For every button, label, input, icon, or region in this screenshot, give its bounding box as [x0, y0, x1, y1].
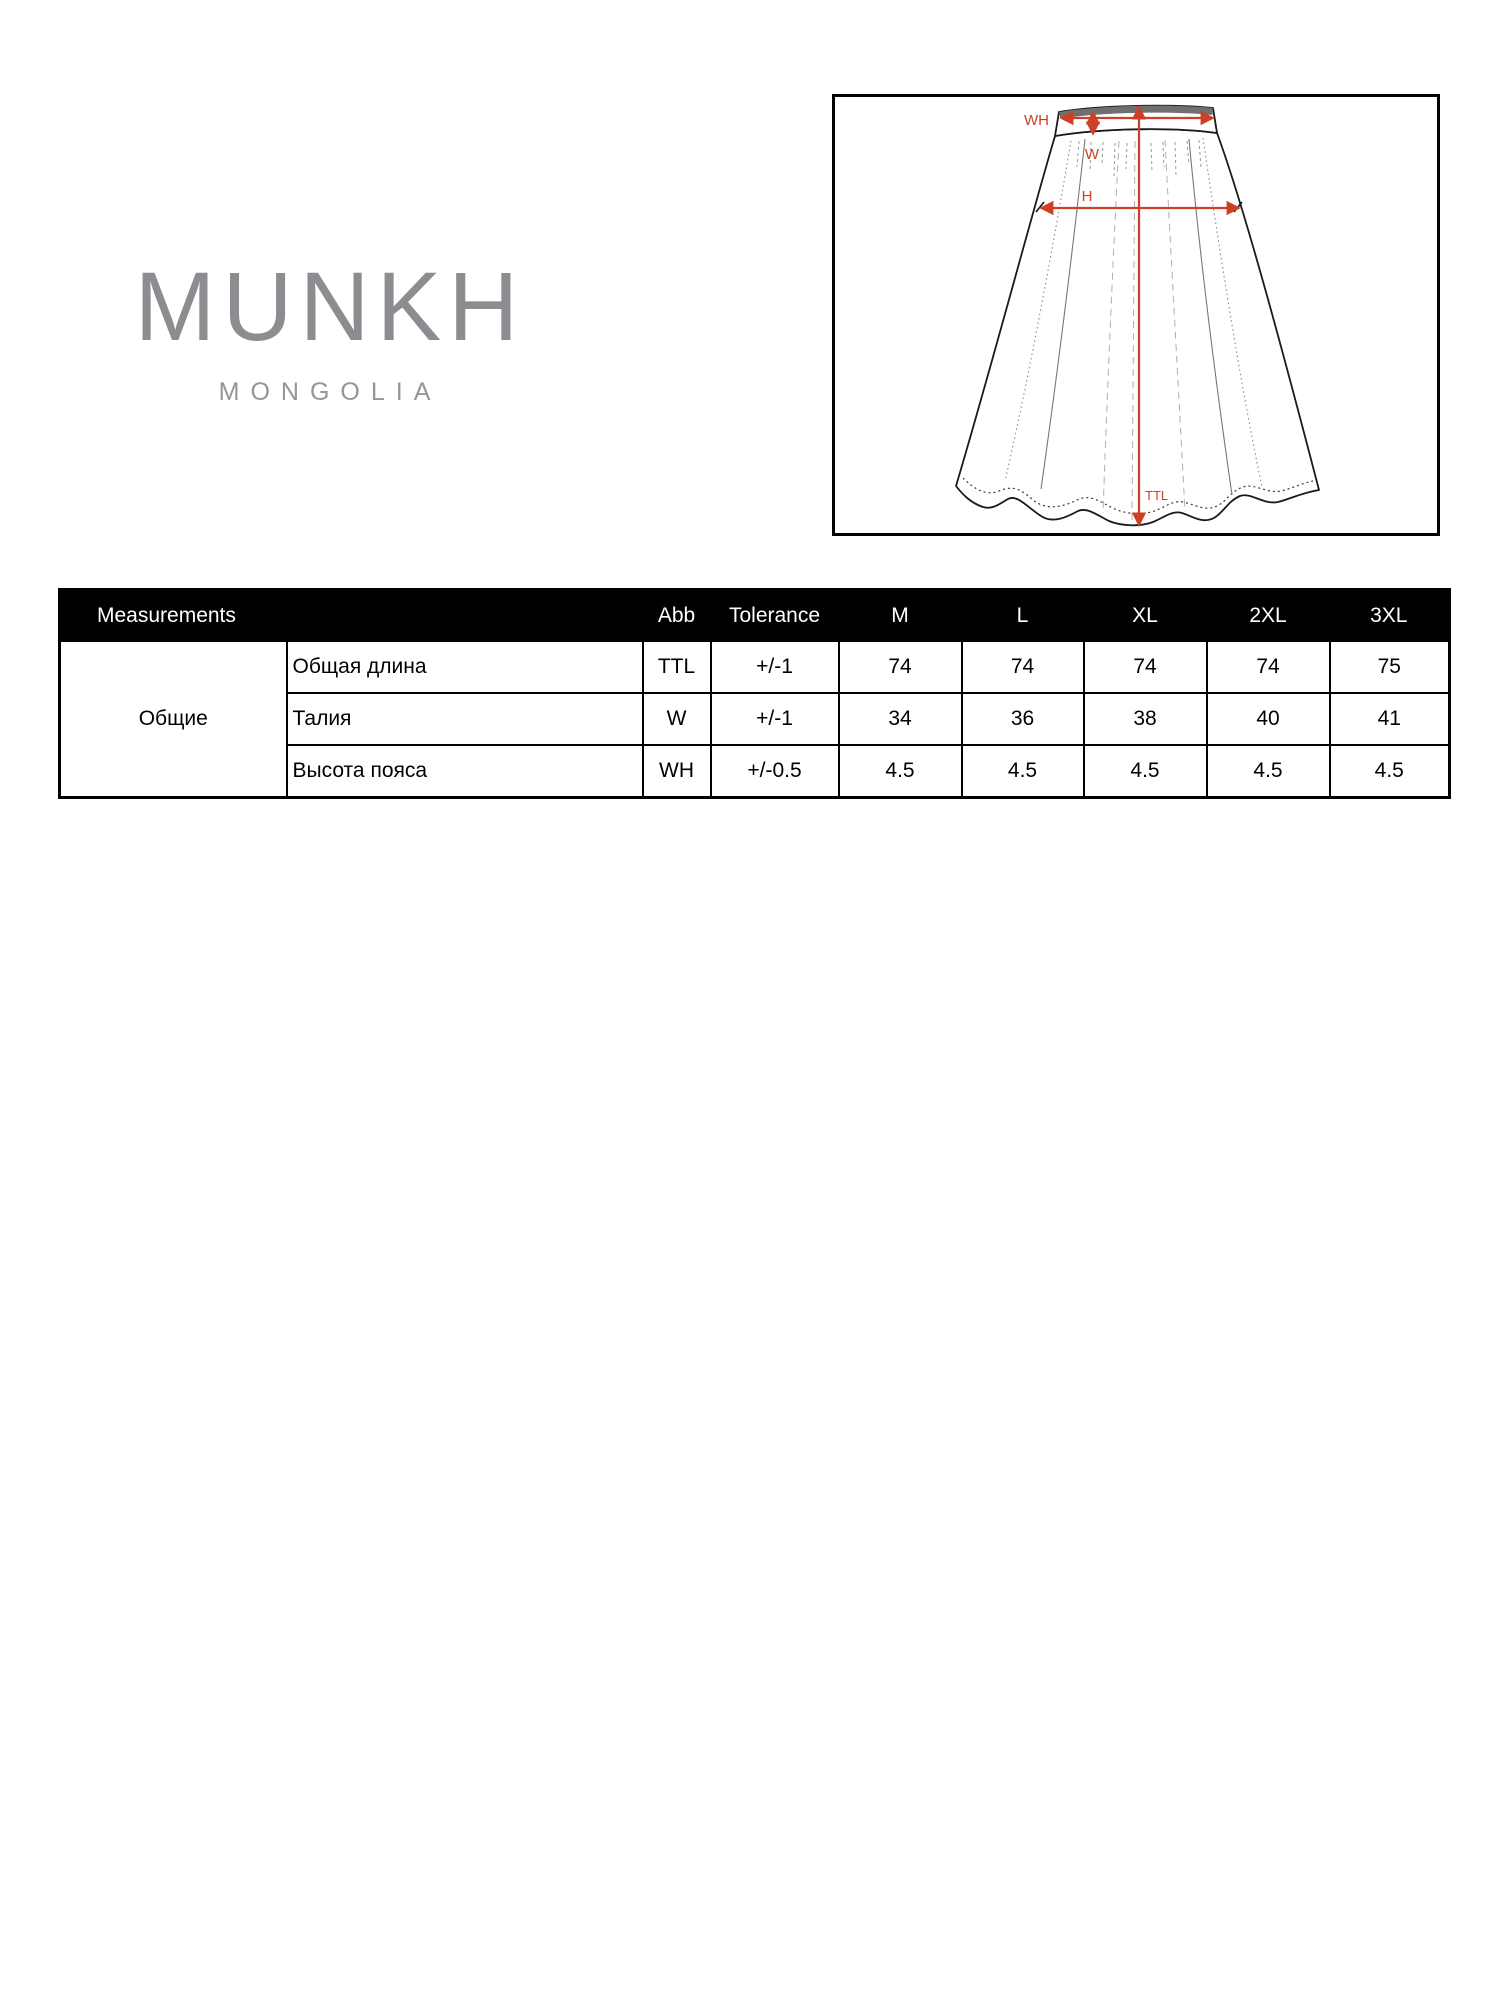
skirt-technical-drawing: [835, 97, 1437, 533]
col-header-size-xl: XL: [1084, 590, 1207, 642]
group-cell: Общие: [60, 641, 287, 798]
abb-cell: WH: [643, 745, 711, 798]
value-cell: 75: [1330, 641, 1450, 693]
value-cell: 74: [839, 641, 962, 693]
tolerance-cell: +/-0.5: [711, 745, 839, 798]
col-header-size-l: L: [962, 590, 1084, 642]
col-header-abb: Abb: [643, 590, 711, 642]
col-header-size-m: M: [839, 590, 962, 642]
value-cell: 4.5: [1084, 745, 1207, 798]
garment-diagram-box: [832, 94, 1440, 536]
wh-measure-label: WH: [1024, 112, 1049, 129]
table-header-row: [60, 590, 1450, 642]
col-header-measurements: Measurements: [60, 590, 643, 642]
skirt-body-outline: [956, 129, 1319, 525]
value-cell: 74: [962, 641, 1084, 693]
w-measure-label: W: [1084, 146, 1100, 163]
abb-cell: TTL: [643, 641, 711, 693]
brand-country: MONGOLIA: [218, 378, 442, 406]
measurements-table: [58, 588, 1451, 799]
value-cell: 74: [1207, 641, 1330, 693]
measure-name-cell: Общая длина: [287, 641, 643, 693]
value-cell: 4.5: [1330, 745, 1450, 798]
col-header-size-3xl: 3XL: [1330, 590, 1450, 642]
value-cell: 74: [1084, 641, 1207, 693]
value-cell: 36: [962, 693, 1084, 745]
abb-cell: W: [643, 693, 711, 745]
value-cell: 34: [839, 693, 962, 745]
value-cell: 41: [1330, 693, 1450, 745]
value-cell: 38: [1084, 693, 1207, 745]
col-header-size-2xl: 2XL: [1207, 590, 1330, 642]
value-cell: 4.5: [839, 745, 962, 798]
col-header-tolerance: Tolerance: [711, 590, 839, 642]
tolerance-cell: +/-1: [711, 641, 839, 693]
ttl-measure-label: TTL: [1145, 488, 1169, 503]
table-row: [60, 641, 1450, 693]
value-cell: 4.5: [962, 745, 1084, 798]
value-cell: 40: [1207, 693, 1330, 745]
tolerance-cell: +/-1: [711, 693, 839, 745]
measure-name-cell: Высота пояса: [287, 745, 643, 798]
h-measure-label: H: [1081, 188, 1093, 205]
measure-name-cell: Талия: [287, 693, 643, 745]
value-cell: 4.5: [1207, 745, 1330, 798]
brand-logo: [120, 252, 540, 407]
brand-name: MUNKH: [134, 252, 526, 361]
